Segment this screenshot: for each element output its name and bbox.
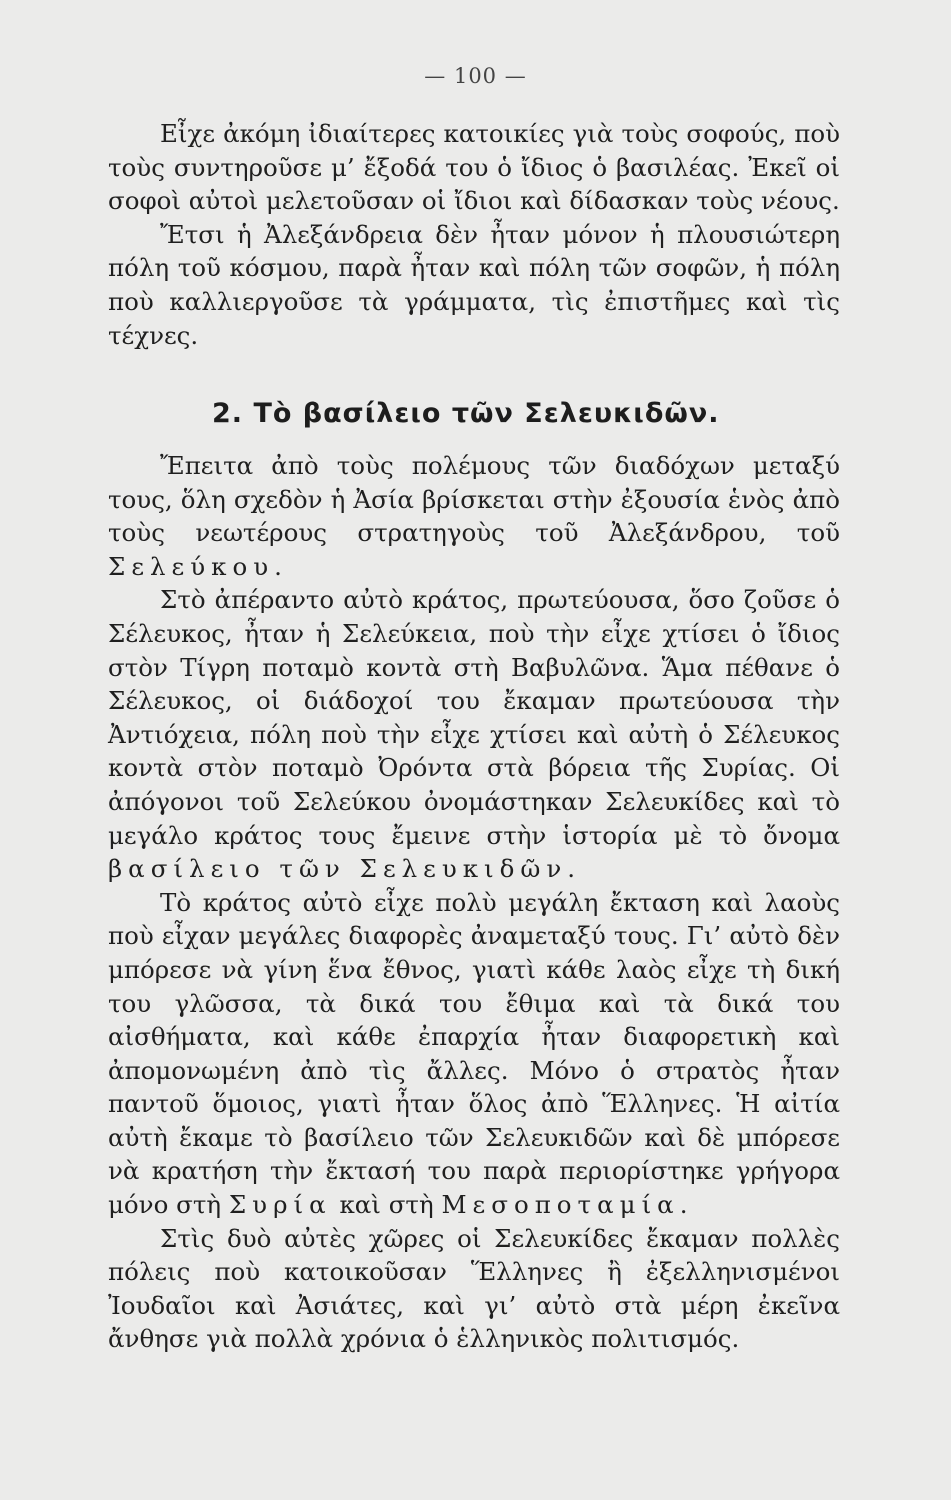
paragraph-text: Ἔπειτα ἀπὸ τοὺς πολέμους τῶν διαδόχων μεταξύ τους, ὅλη σχεδὸν ἡ Ἀσία βρίσκεται στὴν ἐξουσία ἑνὸς ἀπὸ τοὺς νεωτέρους στρατηγοὺς τοῦ Ἀλεξάνδρου, τοῦ <box>108 451 840 548</box>
paragraph: Εἶχε ἀκόμη ἰδιαίτερες κατοικίες γιὰ τοὺς σοφούς, ποὺ τοὺς συντηροῦσε μ’ ἔξοδά του ὁ ἴδιος ὁ βασιλέας. Ἐκεῖ οἱ σοφοὶ αὐτοὶ μελετοῦσαν οἱ ἴδιοι καὶ δίδασκαν τοὺς νέους. <box>108 119 840 216</box>
paragraph: Στὶς δυὸ αὐτὲς χῶρες οἱ Σελευκίδες ἔκαμαν πολλὲς πόλεις ποὺ κατοικοῦσαν Ἕλληνες ἢ ἐξελληνισμένοι Ἰουδαῖοι καὶ Ἀσιάτες, καὶ γι’ αὐτὸ στὰ μέρη ἐκεῖνα ἄνθησε γιὰ πολλὰ χρόνια ὁ ἑλληνικὸς πολιτισμός. <box>108 1223 840 1354</box>
paragraph <box>108 886 840 1222</box>
paragraph-text: Τὸ κράτος αὐτὸ εἶχε πολὺ μεγάλη ἔκταση καὶ λαοὺς ποὺ εἶχαν μεγάλες διαφορὲς ἀναμεταξύ τους. Γι’ αὐτὸ δὲν μπόρεσε νὰ γίνη ἕνα ἔθνος, γιατὶ κάθε λαὸς εἶχε τὴ δική του γλῶσσα, τὰ δικά του ἔθιμα καὶ τὰ δικά του αἰσθήματα, καὶ κάθε ἐπαρχία ἦταν διαφορετικὴ καὶ ἀπομονωμένη ἀπὸ τὶς ἄλλες. Μόνο ὁ στρατὸς ἦταν παντοῦ ὅμοιος, γιατὶ ἦταν ὅλος ἀπὸ Ἕλληνες. Ἡ αἰτία αὐτὴ ἔκαμε τὸ βασίλειο τῶν Σελευκιδῶν καὶ δὲ μπόρεσε νὰ κρατήση τὴν ἔκτασή του παρὰ περιορίστηκε γρήγορα μόνο στὴ <box>108 887 840 1220</box>
paragraph <box>108 449 840 583</box>
paragraph-text: Στὸ ἀπέραντο αὐτὸ κράτος, πρωτεύουσα, ὅσο ζοῦσε ὁ Σέλευκος, ἦταν ἡ Σελεύκεια, ποὺ τὴν εἶχε χτίσει ὁ ἴδιος στὸν Τίγρη ποταμὸ κοντὰ στὴ Βαβυλῶνα. Ἅμα πέθανε ὁ Σέλευκος, οἱ διάδοχοί του ἔκαμαν πρωτεύουσα τὴν Ἀντιόχεια, πόλη ποὺ τὴν εἶχε χτίσει καὶ αὐτὴ ὁ Σέλευκος κοντὰ στὸν ποταμὸ Ὀρόντα στὰ βόρεια τῆς Συρίας. Οἱ ἀπόγονοι τοῦ Σελεύκου ὀνομάστηκαν Σελευκίδες καὶ τὸ μεγάλο κράτος τους ἔμεινε στὴν ἱστορία μὲ τὸ ὄνομα <box>108 585 840 850</box>
paragraph-text: καὶ στὴ <box>339 1190 434 1220</box>
section-text <box>108 449 840 1356</box>
emphasized-name: βασίλειο τῶν Σελευκιδῶν. <box>108 854 582 884</box>
emphasized-name: Μεσοποταμία. <box>441 1190 694 1220</box>
emphasized-name: Συρία <box>228 1190 332 1220</box>
page-number: — 100 — <box>424 64 527 88</box>
paragraph: Ἔτσι ἡ Ἀλεξάνδρεια δὲν ἦταν μόνον ἡ πλουσιώτερη πόλη τοῦ κόσμου, παρὰ ἦταν καὶ πόλη τῶν σοφῶν, ἡ πόλη ποὺ καλλιεργοῦσε τὰ γράμματα, τὶς ἐπιστῆμες καὶ τὶς τέχνες. <box>108 219 840 350</box>
section-heading: 2. Τὸ βασίλειο τῶν Σελευκιδῶν. <box>212 398 720 429</box>
intro-text <box>108 117 840 352</box>
emphasized-name: Σελεύκου. <box>108 551 288 581</box>
paragraph <box>108 583 840 885</box>
